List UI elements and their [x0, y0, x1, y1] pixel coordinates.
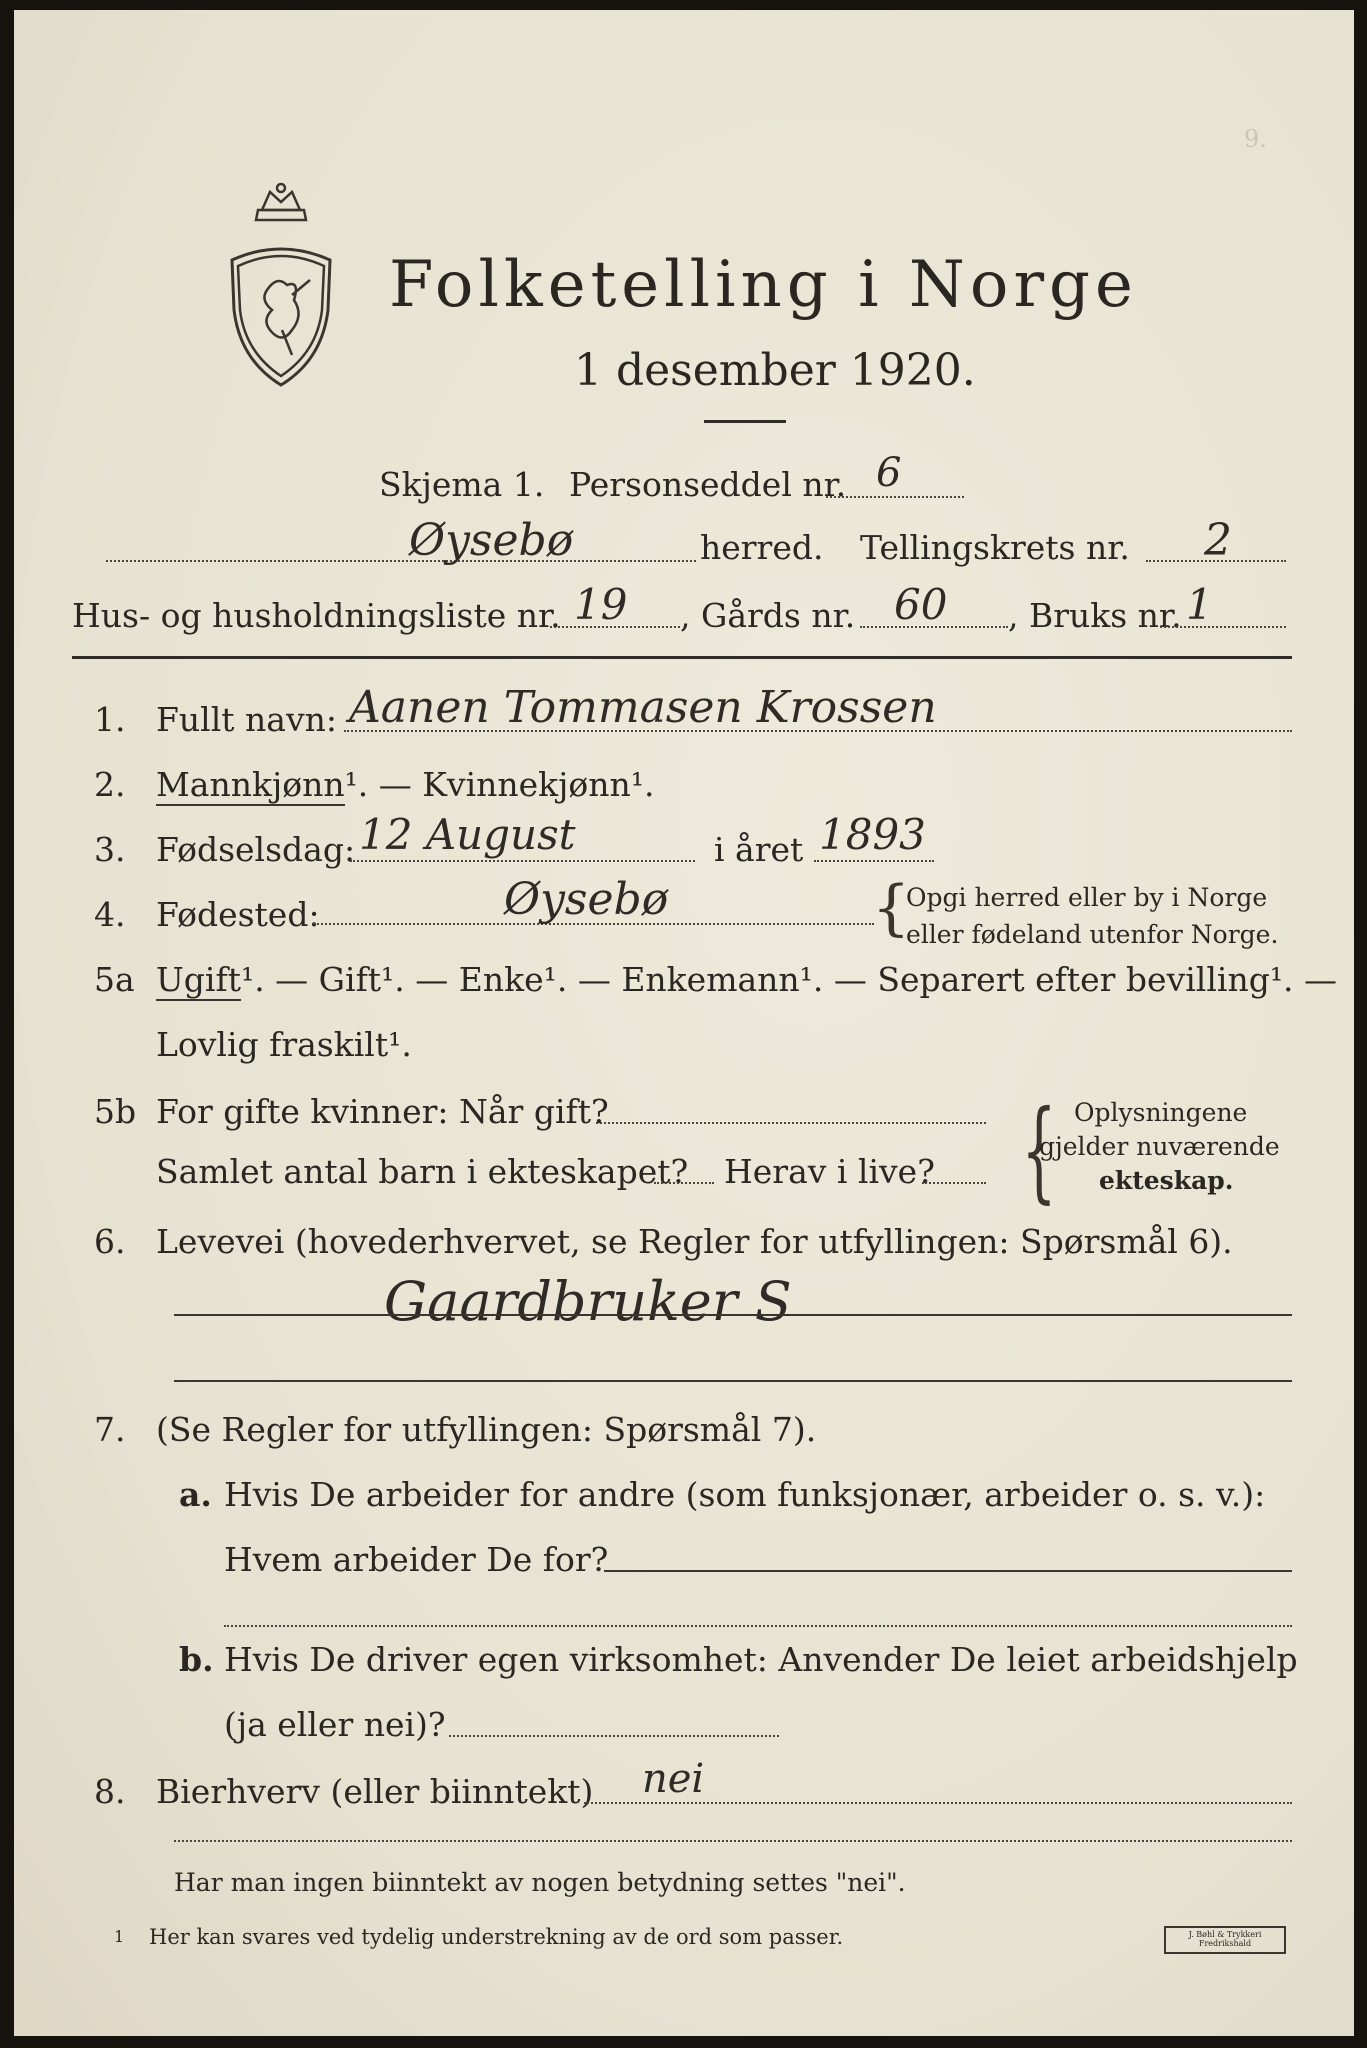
q7b-question: (ja eller nei)? [224, 1705, 446, 1744]
census-form-page [14, 10, 1354, 2036]
q5b-children-label: Samlet antal barn i ekteskapet? [156, 1152, 689, 1191]
q5b-note-line1: Oplysningene [1074, 1098, 1248, 1127]
q8-label: Bierhverv (eller biinntekt) [156, 1772, 594, 1811]
q7a-field-line-1 [604, 1570, 1292, 1572]
q6-field-line-2 [174, 1380, 1292, 1382]
q7-number: 7. [94, 1410, 126, 1449]
gards-label: , Gårds nr. [680, 596, 856, 635]
q7b-text: Hvis De driver egen virksomhet: Anvender De leiet arbeidshjelp [224, 1640, 1298, 1679]
hus-value: 19 [574, 580, 628, 629]
printer-stamp: J. Bøhl & Trykkeri Fredrikshald [1164, 1926, 1286, 1954]
title-divider [704, 420, 786, 423]
q7b-field-line [449, 1735, 779, 1737]
q4-value: Øysebø [504, 874, 669, 925]
q5b-alive-field-line [922, 1182, 986, 1184]
q1-value: Aanen Tommasen Krossen [349, 682, 937, 733]
footnote-text: Her kan svares ved tydelig understrekning av de ord som passer. [149, 1925, 844, 1949]
q7a-field-line-2 [224, 1625, 1292, 1627]
q7a-question: Hvem arbeider De for? [224, 1540, 609, 1579]
q4-number: 4. [94, 895, 126, 934]
tellingskrets-label: Tellingskrets nr. [860, 528, 1130, 567]
form-title: Folketelling i Norge [389, 248, 1138, 322]
q1-label: Fullt navn: [156, 700, 337, 739]
q5b-brace: { [1021, 1086, 1057, 1214]
q4-brace: { [872, 873, 911, 943]
q5a-ugift-option: Ugift [156, 960, 241, 999]
q6-label: Levevei (hovederhvervet, se Regler for utfyllingen: Spørsmål 6). [156, 1222, 1233, 1261]
q6-number: 6. [94, 1222, 126, 1261]
q1-number: 1. [94, 700, 126, 739]
q8-value: nei [642, 1756, 705, 1802]
personseddel-label: Personseddel nr. [569, 465, 847, 504]
form-date: 1 desember 1920. [574, 345, 976, 396]
q5b-married-label: For gifte kvinner: Når gift? [156, 1092, 609, 1131]
q8-number: 8. [94, 1772, 126, 1811]
q3-year-value: 1893 [819, 810, 926, 859]
q7a-text: Hvis De arbeider for andre (som funksjonær, arbeider o. s. v.): [224, 1475, 1266, 1514]
footer-note: Har man ingen biinntekt av nogen betydning settes "nei". [174, 1868, 906, 1897]
q7b-letter: b. [179, 1640, 214, 1679]
q7a-letter: a. [179, 1475, 212, 1514]
q5b-note-line3: ekteskap. [1099, 1166, 1234, 1195]
q2-options [156, 765, 655, 805]
q3-year-label: i året [714, 830, 804, 869]
bruks-field-line [1160, 626, 1286, 628]
q3-label: Fødselsdag: [156, 830, 356, 869]
q4-note-line2: eller fødeland utenfor Norge. [906, 920, 1279, 949]
bruks-value: 1 [1186, 580, 1213, 629]
q5a-line2: Lovlig fraskilt¹. [156, 1025, 412, 1064]
herred-label: herred. [700, 528, 824, 567]
q4-label: Fødested: [156, 895, 320, 934]
q5b-alive-label: Herav i live? [724, 1152, 935, 1191]
hus-label: Hus- og husholdningsliste nr. [72, 596, 561, 635]
q8-field-line-2 [174, 1840, 1292, 1842]
skjema-label: Skjema 1. [379, 465, 545, 504]
coat-of-arms-icon [222, 180, 340, 390]
q5b-married-field-line [596, 1122, 986, 1124]
q3-day-value: 12 August [359, 810, 576, 859]
q7-label: (Se Regler for utfyllingen: Spørsmål 7). [156, 1410, 817, 1449]
tellingskrets-value: 2 [1204, 515, 1232, 566]
personseddel-value: 6 [876, 450, 902, 496]
bleed-through: 9. [1244, 125, 1267, 153]
q6-value: Gaardbruker S [384, 1270, 792, 1333]
q4-note-line1: Opgi herred eller by i Norge [906, 883, 1268, 912]
herred-value: Øysebø [409, 515, 574, 566]
q8-field-line [584, 1802, 1292, 1804]
q2-end: ¹. [630, 765, 655, 804]
q2-number: 2. [94, 765, 126, 804]
q6-field-line-1 [174, 1314, 1292, 1316]
q5b-number: 5b [94, 1092, 137, 1131]
q3-year-field-line [814, 860, 934, 862]
q5b-children-field-line [654, 1182, 714, 1184]
q3-number: 3. [94, 830, 126, 869]
q5a-other-options: ¹. — Gift¹. — Enke¹. — Enkemann¹. — Separert efter bevilling¹. — [240, 960, 1338, 999]
q5a-options [156, 960, 1337, 1000]
q2-female-option: Kvinnekjønn [422, 765, 631, 804]
q2-male-option: Mannkjønn [156, 765, 345, 804]
personseddel-field-line [826, 496, 964, 498]
q5b-note-line2: gjelder nuværende [1039, 1132, 1280, 1161]
herred-field-line [106, 560, 696, 562]
q3-day-field-line [350, 860, 695, 862]
header-rule [72, 656, 1292, 659]
q5a-number: 5a [94, 960, 135, 999]
footnote-number: 1 [114, 1927, 125, 1946]
gards-value: 60 [894, 580, 948, 629]
bruks-label: , Bruks nr. [1008, 596, 1182, 635]
q2-separator: ¹. — [344, 765, 423, 804]
